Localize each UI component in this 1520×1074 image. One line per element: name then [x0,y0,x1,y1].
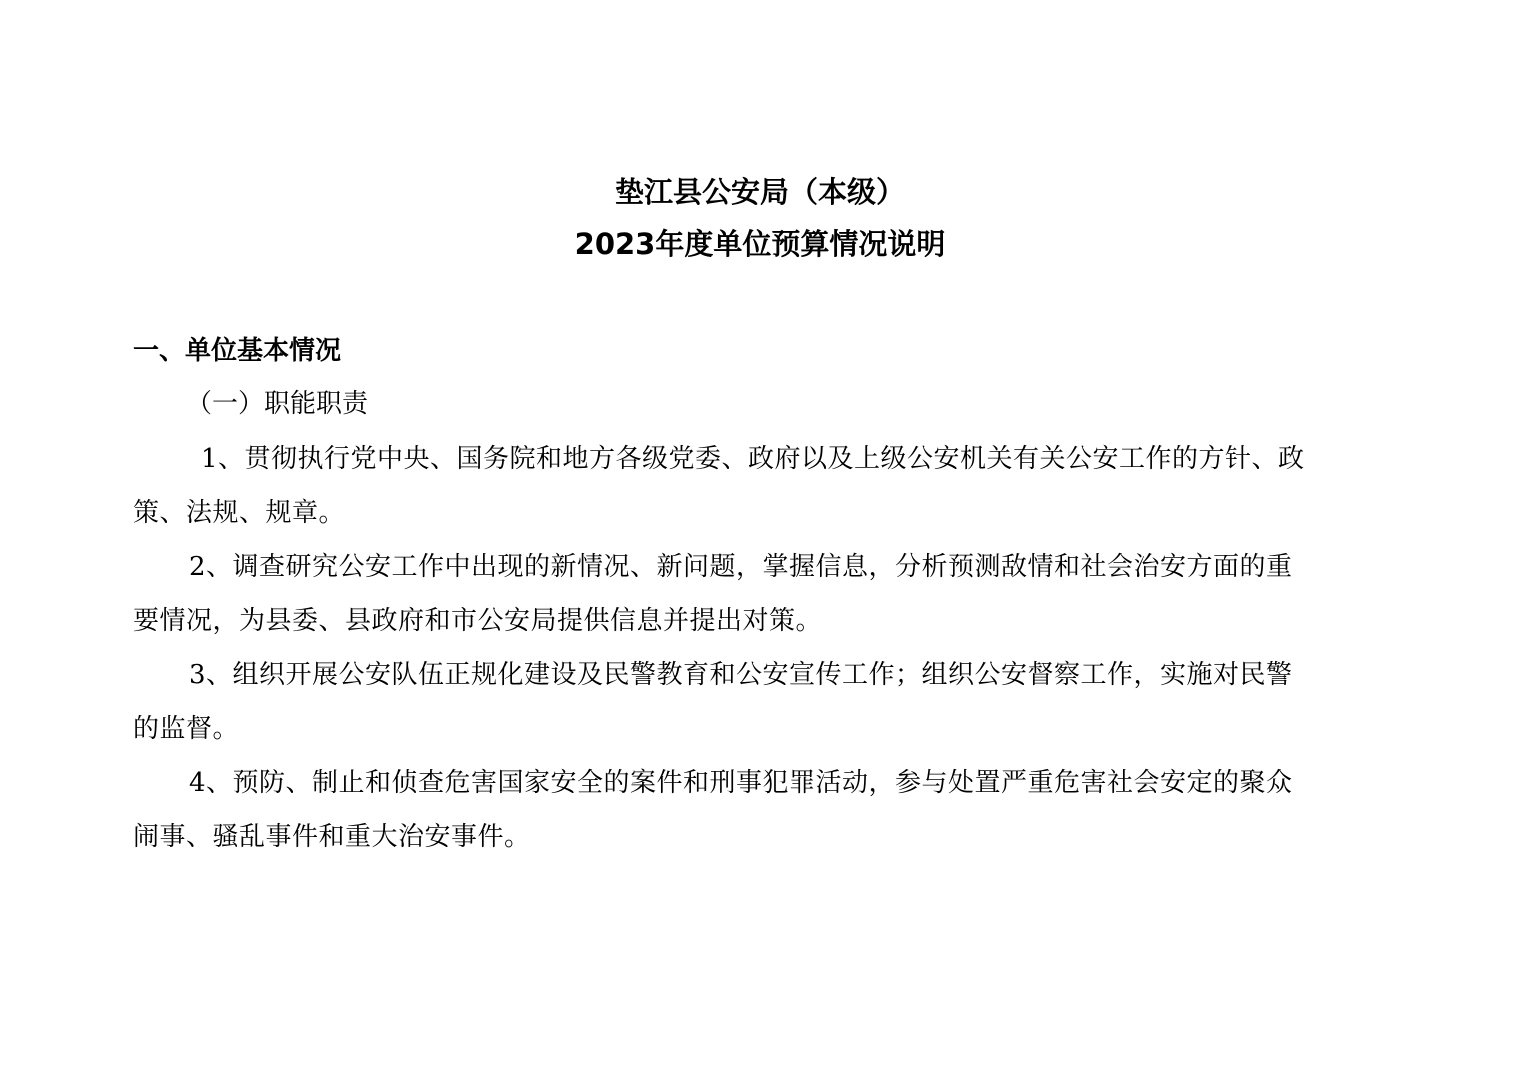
subsection-heading: （一）职能职责 [186,389,369,419]
paragraph-line: 闹事、骚乱事件和重大治安事件。 [133,822,531,852]
paragraph-line: 1、贯彻执行党中央、国务院和地方各级党委、政府以及上级公安机关有关公安工作的方针、政 [201,444,1305,474]
paragraph-line: 策、法规、规章。 [133,498,346,528]
document-title-line2: 2023年度单位预算情况说明 [574,227,946,261]
paragraph-duty-4 [133,756,1388,864]
paragraph-line: 的监督。 [133,714,240,744]
section-heading: 一、单位基本情况 [133,336,342,366]
document-title-line1: 垫江县公安局（本级） [614,175,905,209]
paragraph-line: 要情况，为县委、县政府和市公安局提供信息并提出对策。 [133,606,823,636]
paragraph-duty-2 [133,540,1388,648]
paragraph-line: 2、调查研究公安工作中出现的新情况、新问题，掌握信息，分析预测敌情和社会治安方面的重 [189,552,1293,582]
paragraph-line: 4、预防、制止和侦查危害国家安全的案件和刑事犯罪活动，参与处置严重危害社会安定的聚众 [189,768,1293,798]
paragraph-line: 3、组织开展公安队伍正规化建设及民警教育和公安宣传工作；组织公安督察工作，实施对民警 [189,660,1293,690]
paragraph-duty-3 [133,648,1388,756]
paragraph-duty-1 [133,432,1388,540]
